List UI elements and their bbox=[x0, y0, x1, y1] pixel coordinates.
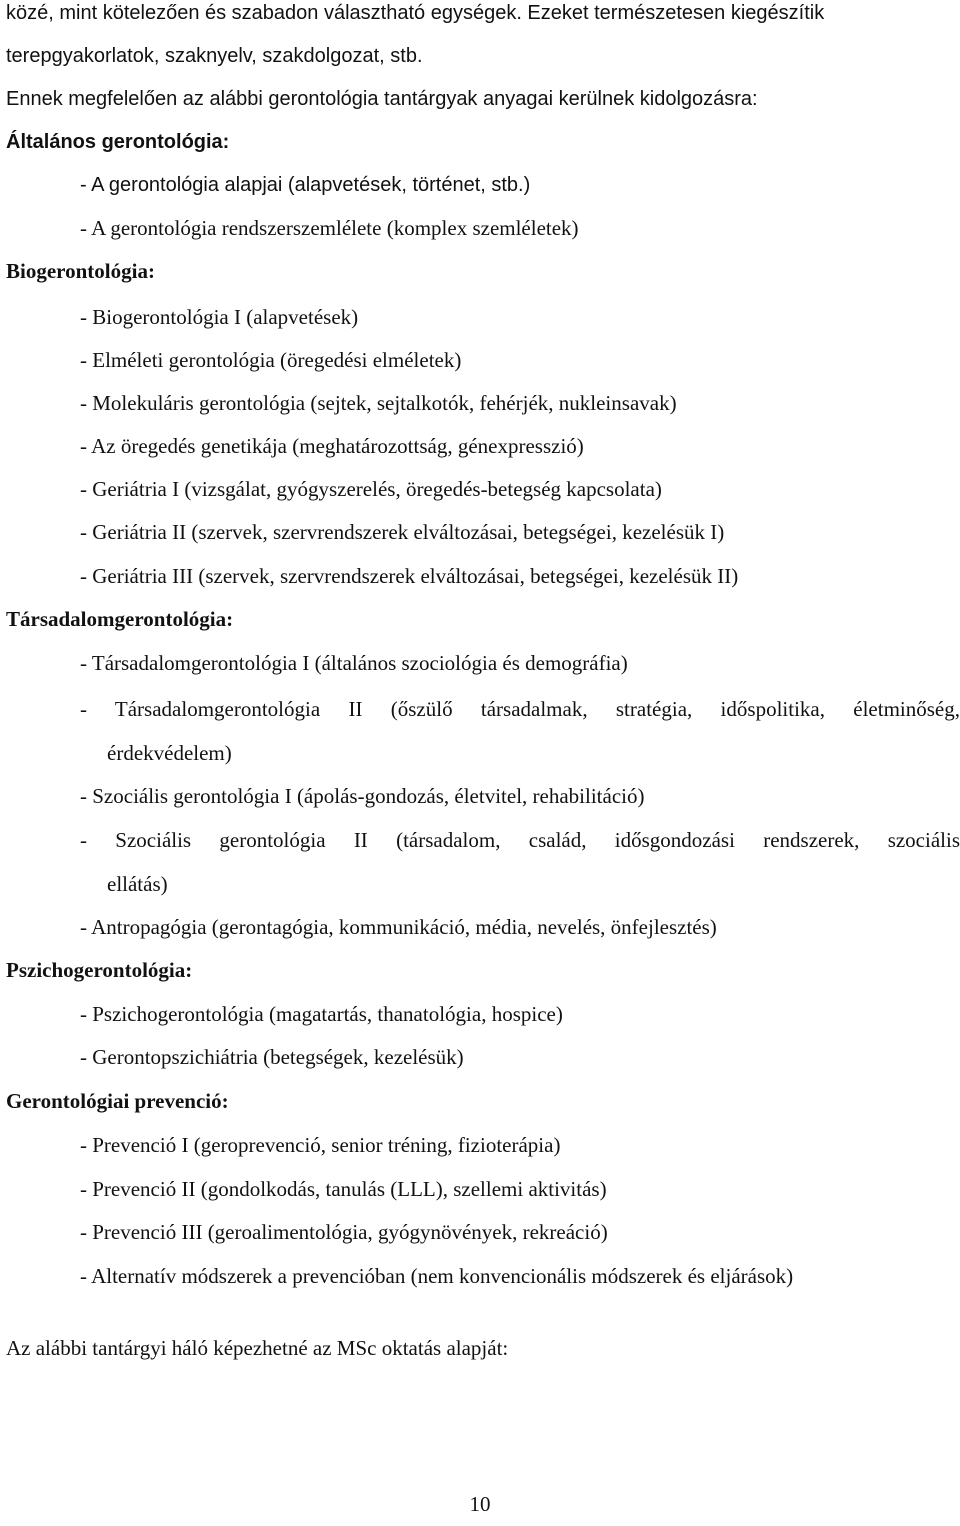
list-item: - Geriátria I (vizsgálat, gyógyszerelés, öregedés-betegség kapcsolata) bbox=[80, 477, 662, 501]
list-item: - Szociális gerontológia I (ápolás-gondozás, életvitel, rehabilitáció) bbox=[80, 784, 645, 808]
list-item: - Prevenció I (geroprevenció, senior tréning, fizioterápia) bbox=[80, 1133, 561, 1157]
page-number: 10 bbox=[469, 1492, 491, 1516]
list-item: - Geriátria III (szervek, szervrendszerek elváltozásai, betegségei, kezelésük II) bbox=[80, 564, 739, 588]
intro-line-3: Ennek megfelelően az alábbi gerontológia tantárgyak anyagai kerülnek kidolgozásra: bbox=[6, 88, 758, 110]
list-item: - Szociális gerontológia II (társadalom, család, idősgondozási rendszerek, szociális bbox=[80, 828, 960, 852]
list-item: - Prevenció II (gondolkodás, tanulás (LLL), szellemi aktivitás) bbox=[80, 1177, 607, 1201]
list-item: - Elméleti gerontológia (öregedési elméletek) bbox=[80, 348, 462, 372]
list-item-continuation: érdekvédelem) bbox=[107, 741, 232, 765]
list-item: - Geriátria II (szervek, szervrendszerek elváltozásai, betegségei, kezelésük I) bbox=[80, 520, 725, 544]
list-item: - Az öregedés genetikája (meghatározottság, génexpresszió) bbox=[80, 434, 584, 458]
list-item: - Társadalomgerontológia I (általános szociológia és demográfia) bbox=[80, 651, 628, 675]
section-heading-biogerontology: Biogerontológia: bbox=[6, 259, 155, 283]
section-heading-general: Általános gerontológia: bbox=[6, 131, 230, 153]
section-heading-social-gerontology: Társadalomgerontológia: bbox=[6, 607, 234, 631]
section-heading-prevention: Gerontológiai prevenció: bbox=[6, 1089, 229, 1113]
list-item: - Prevenció III (geroalimentológia, gyógynövények, rekreáció) bbox=[80, 1220, 608, 1244]
list-item: - A gerontológia alapjai (alapvetések, történet, stb.) bbox=[80, 174, 531, 196]
list-item: - Pszichogerontológia (magatartás, thanatológia, hospice) bbox=[80, 1002, 563, 1026]
list-item: - Gerontopszichiátria (betegségek, kezelésük) bbox=[80, 1045, 464, 1069]
section-heading-psychogerontology: Pszichogerontológia: bbox=[6, 958, 193, 982]
list-item: - Antropagógia (gerontagógia, kommunikáció, média, nevelés, önfejlesztés) bbox=[80, 915, 717, 939]
list-item: - Biogerontológia I (alapvetések) bbox=[80, 305, 359, 329]
list-item-continuation: ellátás) bbox=[107, 872, 168, 896]
list-item: - A gerontológia rendszerszemlélete (komplex szemléletek) bbox=[80, 216, 579, 240]
intro-line-1: közé, mint kötelezően és szabadon választható egységek. Ezeket természetesen kiegészítik bbox=[6, 2, 825, 24]
list-item: - Molekuláris gerontológia (sejtek, sejtalkotók, fehérjék, nukleinsavak) bbox=[80, 391, 677, 415]
closing-sentence: Az alábbi tantárgyi háló képezhetné az MSc oktatás alapját: bbox=[6, 1336, 509, 1360]
intro-line-2: terepgyakorlatok, szaknyelv, szakdolgozat, stb. bbox=[6, 45, 423, 67]
list-item: - Alternatív módszerek a prevencióban (nem konvencionális módszerek és eljárások) bbox=[80, 1264, 794, 1288]
list-item: - Társadalomgerontológia II (őszülő társadalmak, stratégia, időspolitika, életminőség, bbox=[80, 697, 960, 721]
